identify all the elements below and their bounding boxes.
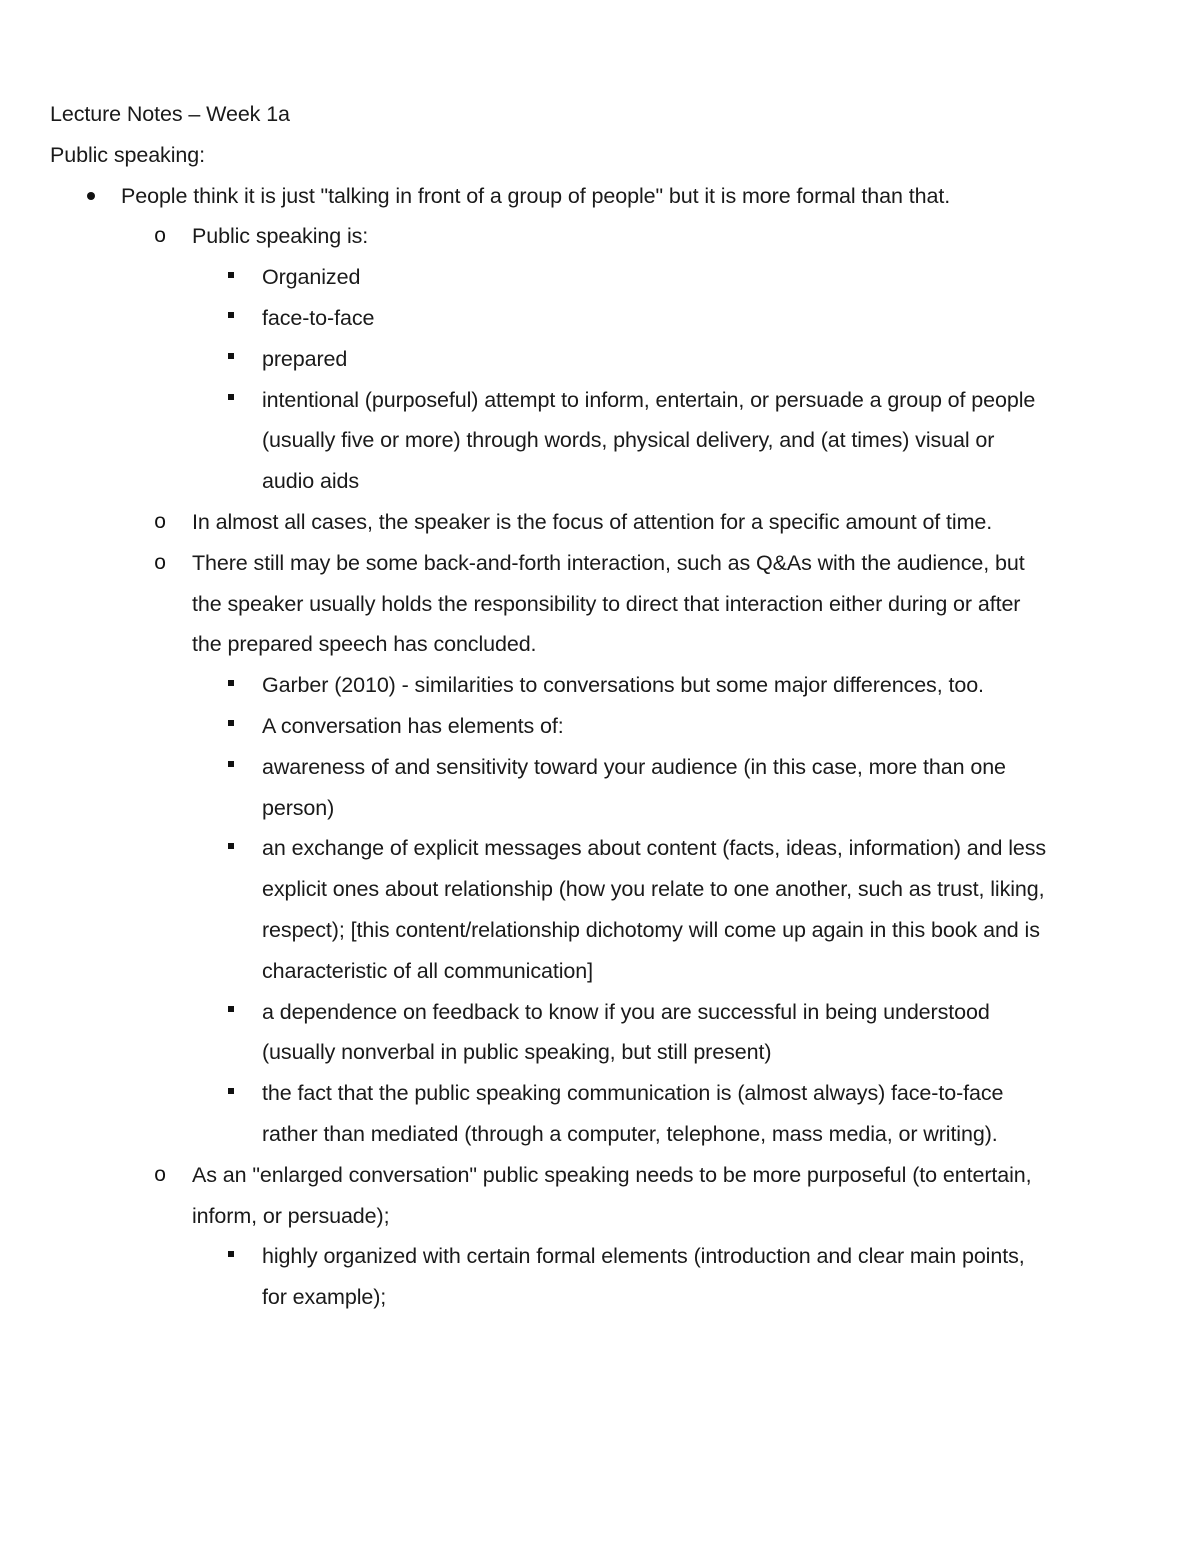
bullet-square-icon bbox=[224, 339, 238, 380]
list-item bbox=[50, 257, 1050, 298]
list-item bbox=[50, 1073, 1050, 1155]
list-item bbox=[50, 1155, 1050, 1237]
list-item-text: Garber (2010) - similarities to conversations but some major differences, too. bbox=[262, 673, 984, 698]
bullet-square-icon bbox=[224, 380, 238, 421]
list-item-text: highly organized with certain formal elements (introduction and clear main points, for example); bbox=[262, 1244, 1025, 1310]
list-item-text: Organized bbox=[262, 265, 361, 290]
list-item-text: There still may be some back-and-forth interaction, such as Q&As with the audience, but the speaker usually holds the responsibility to direct that interaction either during or after the prepared speech has concluded. bbox=[192, 550, 1025, 657]
bullet-square-icon bbox=[224, 257, 238, 298]
list-item-text: awareness of and sensitivity toward your audience (in this case, more than one person) bbox=[262, 754, 1006, 820]
list-item bbox=[50, 176, 1050, 217]
bullet-square-icon bbox=[224, 1236, 238, 1277]
list-item-text: face-to-face bbox=[262, 305, 375, 330]
list-item bbox=[50, 216, 1050, 257]
list-item-text: As an "enlarged conversation" public speaking needs to be more purposeful (to entertain, inform, or persuade); bbox=[192, 1162, 1032, 1228]
list-item-text: prepared bbox=[262, 346, 348, 371]
bullet-square-icon bbox=[224, 992, 238, 1033]
list-item bbox=[50, 665, 1050, 706]
bullet-square-icon bbox=[224, 665, 238, 706]
bullet-dot-icon bbox=[84, 176, 98, 217]
bullet-square-icon bbox=[224, 828, 238, 869]
bullet-circle-icon: o bbox=[154, 1162, 166, 1186]
list-item-text: an exchange of explicit messages about content (facts, ideas, information) and less explicit ones about relationship (how you relate to one another, such as trust, liking, respect); [this content/relationship dichotomy will come up again in this book and is characteristic of all communication] bbox=[262, 836, 1047, 983]
list-item bbox=[50, 747, 1050, 829]
bullet-circle-icon: o bbox=[154, 550, 166, 574]
list-item bbox=[50, 502, 1050, 543]
list-item bbox=[50, 706, 1050, 747]
list-item-text: People think it is just "talking in front of a group of people" but it is more formal than that. bbox=[121, 183, 951, 208]
list-item-text: A conversation has elements of: bbox=[262, 713, 564, 738]
document-body bbox=[50, 94, 1050, 1318]
bullet-circle-icon: o bbox=[154, 509, 166, 533]
list-item bbox=[50, 380, 1050, 502]
list-item-text: Public speaking is: bbox=[192, 224, 369, 249]
list-item-text: the fact that the public speaking communication is (almost always) face-to-face rather than mediated (through a computer, telephone, mass media, or writing). bbox=[262, 1081, 1004, 1146]
bullet-square-icon bbox=[224, 747, 238, 788]
list-item bbox=[50, 298, 1050, 339]
list-item-text: intentional (purposeful) attempt to inform, entertain, or persuade a group of people (usually five or more) through words, physical delivery, and (at times) visual or audio aids bbox=[262, 387, 1036, 494]
list-item bbox=[50, 543, 1050, 665]
list-item-text: a dependence on feedback to know if you are successful in being understood (usually nonverbal in public speaking, but still present) bbox=[262, 999, 990, 1065]
list-item-text: In almost all cases, the speaker is the focus of attention for a specific amount of time. bbox=[192, 509, 993, 534]
page-title: Lecture Notes – Week 1a bbox=[50, 102, 290, 126]
bullet-square-icon bbox=[224, 706, 238, 747]
bullet-square-icon bbox=[224, 298, 238, 339]
bullet-circle-icon: o bbox=[154, 224, 166, 248]
section-heading: Public speaking: bbox=[50, 142, 205, 167]
list-item bbox=[50, 828, 1050, 991]
bullet-square-icon bbox=[224, 1073, 238, 1114]
list-item bbox=[50, 1236, 1050, 1318]
list-item bbox=[50, 339, 1050, 380]
list-item bbox=[50, 992, 1050, 1074]
